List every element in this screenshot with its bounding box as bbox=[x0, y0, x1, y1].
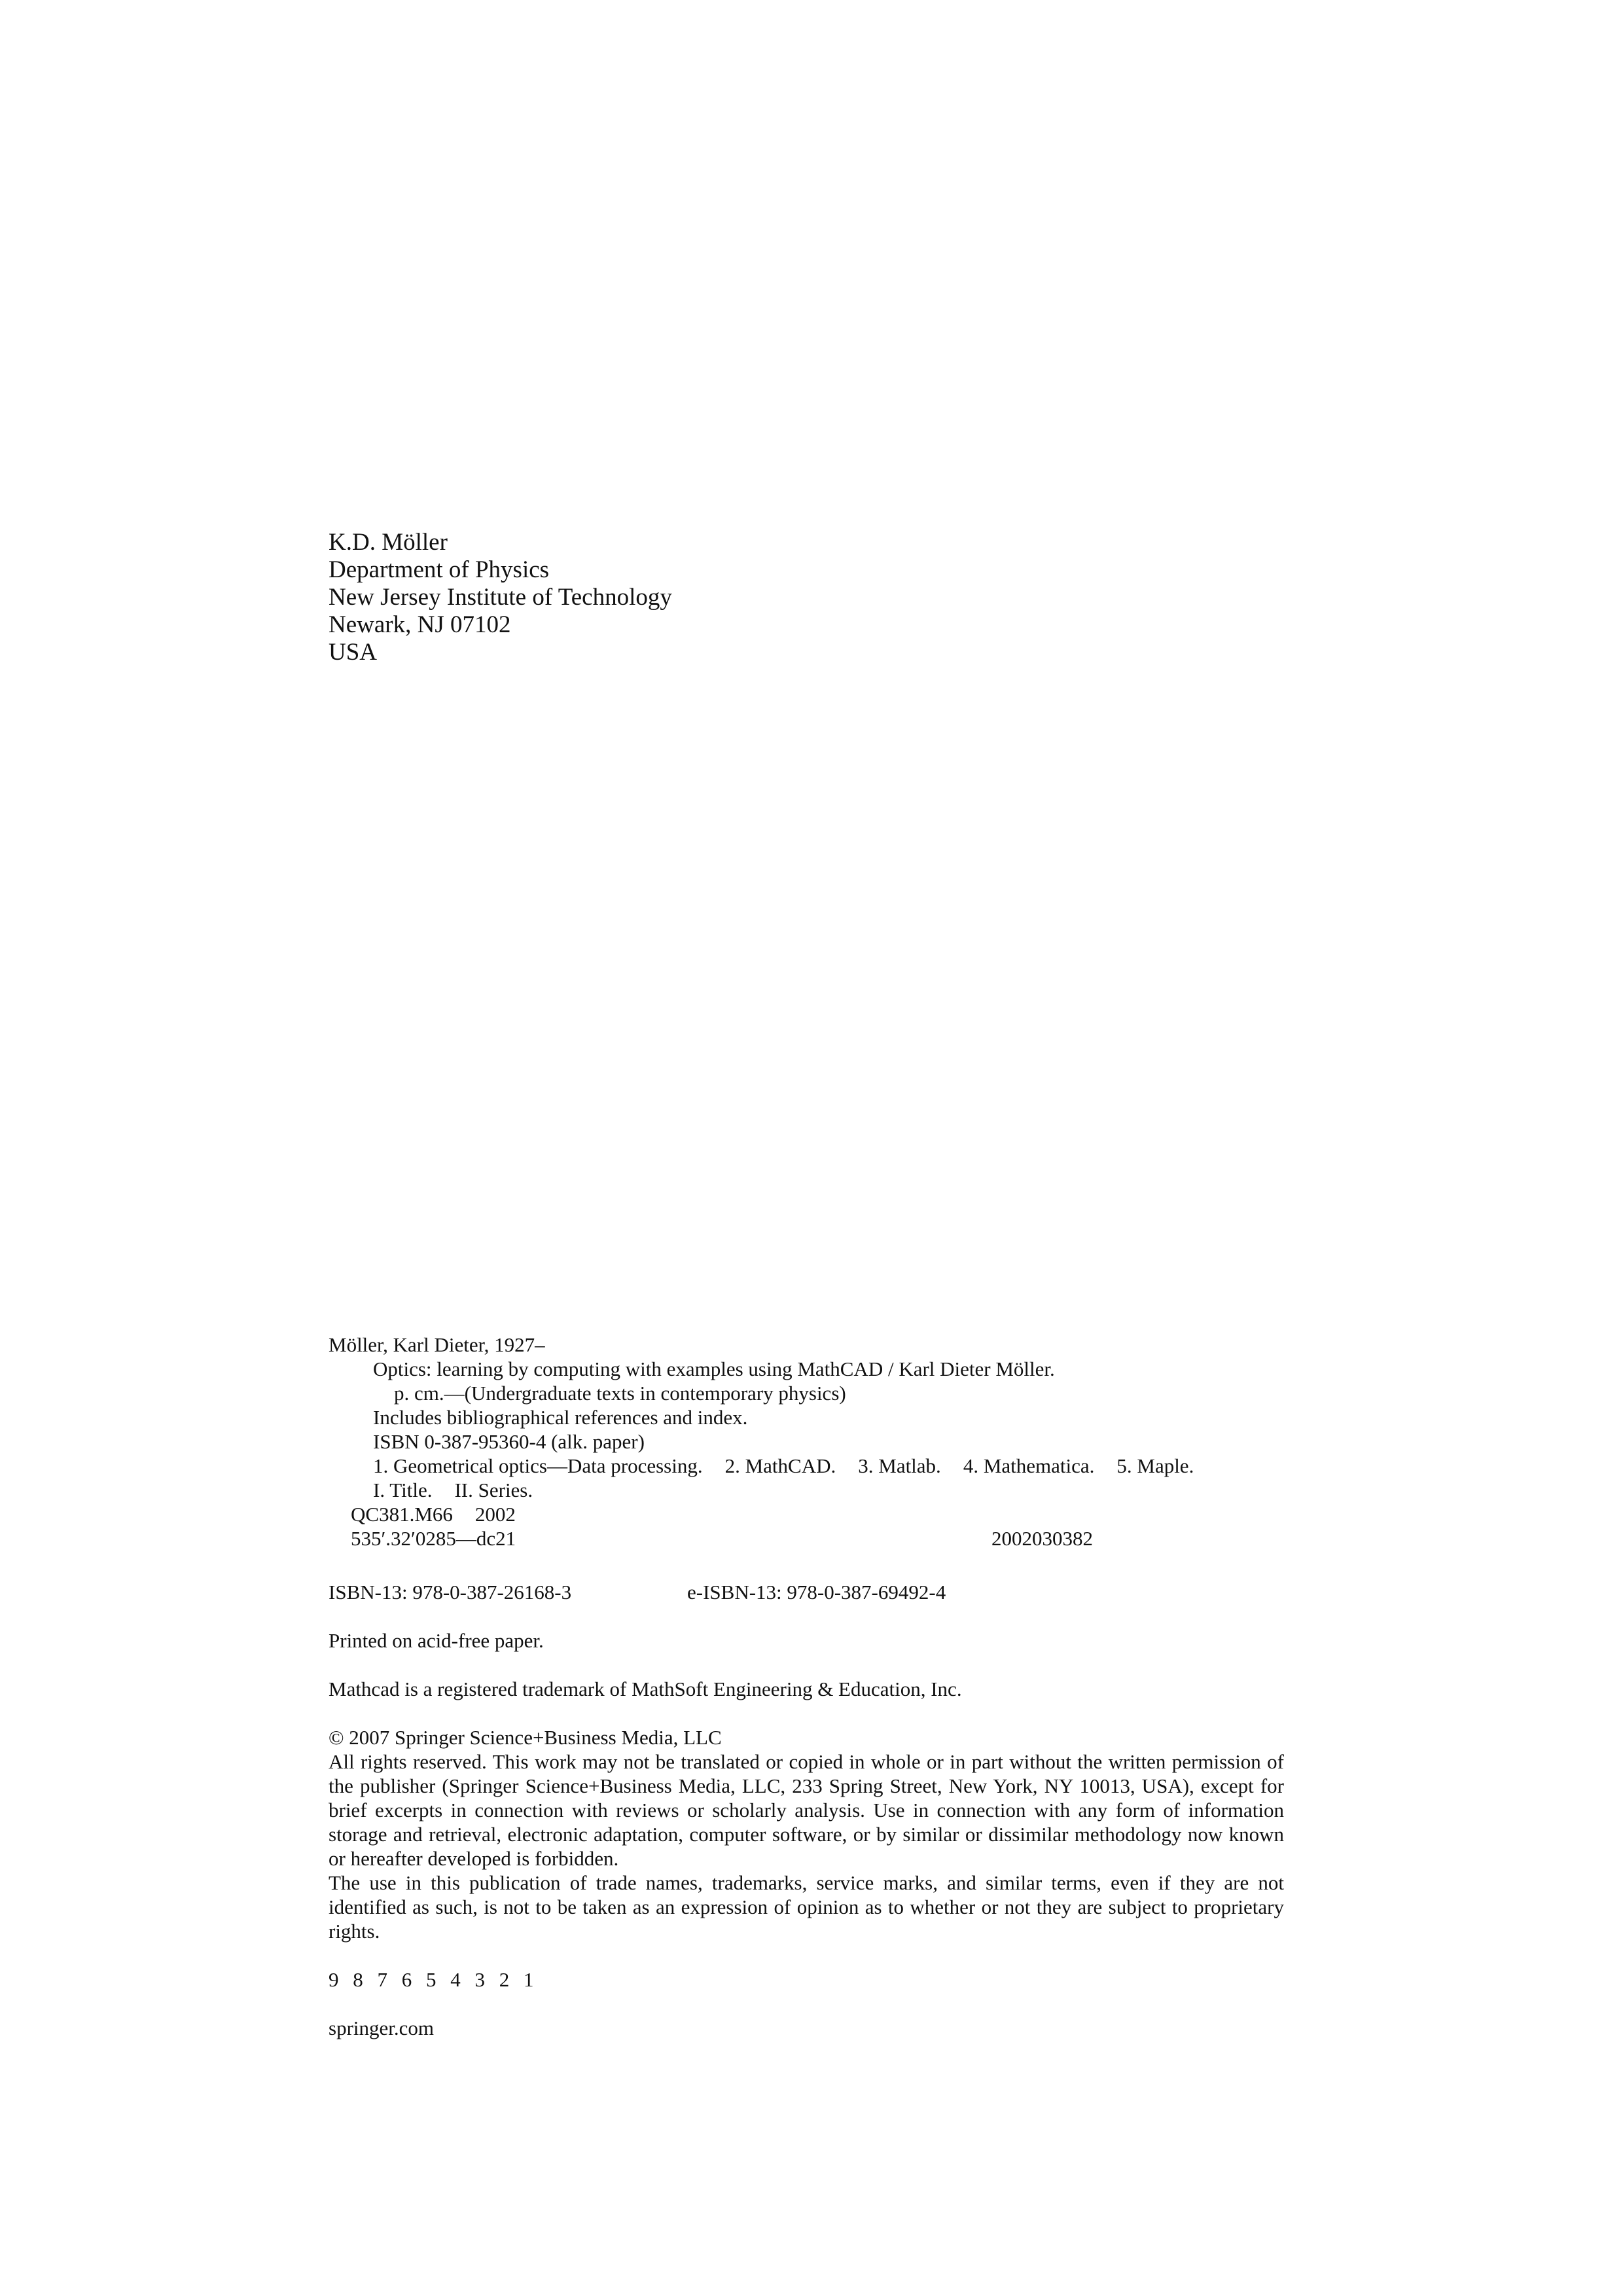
cip-subject: 4. Mathematica. bbox=[963, 1454, 1095, 1477]
cip-subject: 1. Geometrical optics—Data processing. bbox=[373, 1454, 703, 1477]
author-institute: New Jersey Institute of Technology bbox=[329, 584, 672, 611]
trade-names-statement: The use in this publication of trade names, trademarks, service marks, and similar terms, even if they are not identified as such, is not to be taken as an expression of opinion as to whether or not they are subject to proprietary rights. bbox=[329, 1871, 1284, 1943]
cip-series-entry: II. Series. bbox=[454, 1479, 533, 1501]
author-department: Department of Physics bbox=[329, 556, 550, 583]
cip-lc-year: 2002 bbox=[474, 1503, 516, 1526]
cip-title-entry: I. Title. bbox=[373, 1479, 433, 1501]
cip-includes: Includes bibliographical references and index. bbox=[373, 1406, 748, 1429]
isbn-13: ISBN-13: 978-0-387-26168-3 bbox=[329, 1581, 572, 1604]
cip-subject: 3. Matlab. bbox=[858, 1454, 941, 1477]
e-isbn-13: e-ISBN-13: 978-0-387-69492-4 bbox=[687, 1581, 946, 1604]
cip-lc-call: QC381.M66 bbox=[351, 1503, 453, 1526]
author-address bbox=[329, 529, 672, 666]
cip-title-series bbox=[329, 1478, 1284, 1502]
author-city: Newark, NJ 07102 bbox=[329, 611, 511, 638]
cip-title: Optics: learning by computing with examples using MathCAD / Karl Dieter Möller. bbox=[373, 1357, 1055, 1380]
printed-note: Printed on acid-free paper. bbox=[329, 1629, 544, 1652]
author-country: USA bbox=[329, 639, 378, 666]
trademark-note: Mathcad is a registered trademark of MathSoft Engineering & Education, Inc. bbox=[329, 1677, 962, 1700]
cip-author: Möller, Karl Dieter, 1927– bbox=[329, 1333, 545, 1356]
author-name: K.D. Möller bbox=[329, 529, 448, 556]
cip-dewey: 535′.32′0285—dc21 bbox=[351, 1527, 516, 1550]
cip-lc-class bbox=[329, 1502, 1284, 1526]
cip-dewey-row bbox=[329, 1526, 1284, 1551]
rights-statement: All rights reserved. This work may not be translated or copied in whole or in part without the written permission of the publisher (Springer Science+Business Media, LLC, 233 Spring Street, New York, NY 10013, USA), except for brief excerpts in connection with reviews or scholarly analysis. Use in connection with any form of information storage and retrieval, electronic adaptation, computer software, or by similar or dissimilar methodology now known or hereafter developed is forbidden. bbox=[329, 1750, 1284, 1870]
cip-subject: 5. Maple. bbox=[1116, 1454, 1194, 1477]
copyright-line: © 2007 Springer Science+Business Media, LLC bbox=[329, 1726, 722, 1749]
cip-isbn: ISBN 0-387-95360-4 (alk. paper) bbox=[373, 1430, 645, 1453]
cip-pages: p. cm.—(Undergraduate texts in contemporary physics) bbox=[394, 1382, 846, 1405]
cip-subject: 2. MathCAD. bbox=[724, 1454, 836, 1477]
print-run: 9 8 7 6 5 4 3 2 1 bbox=[329, 1968, 534, 1991]
cip-subjects bbox=[329, 1454, 1284, 1478]
isbn-row bbox=[329, 1580, 946, 1604]
website: springer.com bbox=[329, 2017, 434, 2039]
cip-lccn: 2002030382 bbox=[991, 1527, 1093, 1550]
cataloging-in-publication bbox=[329, 1333, 1284, 1551]
